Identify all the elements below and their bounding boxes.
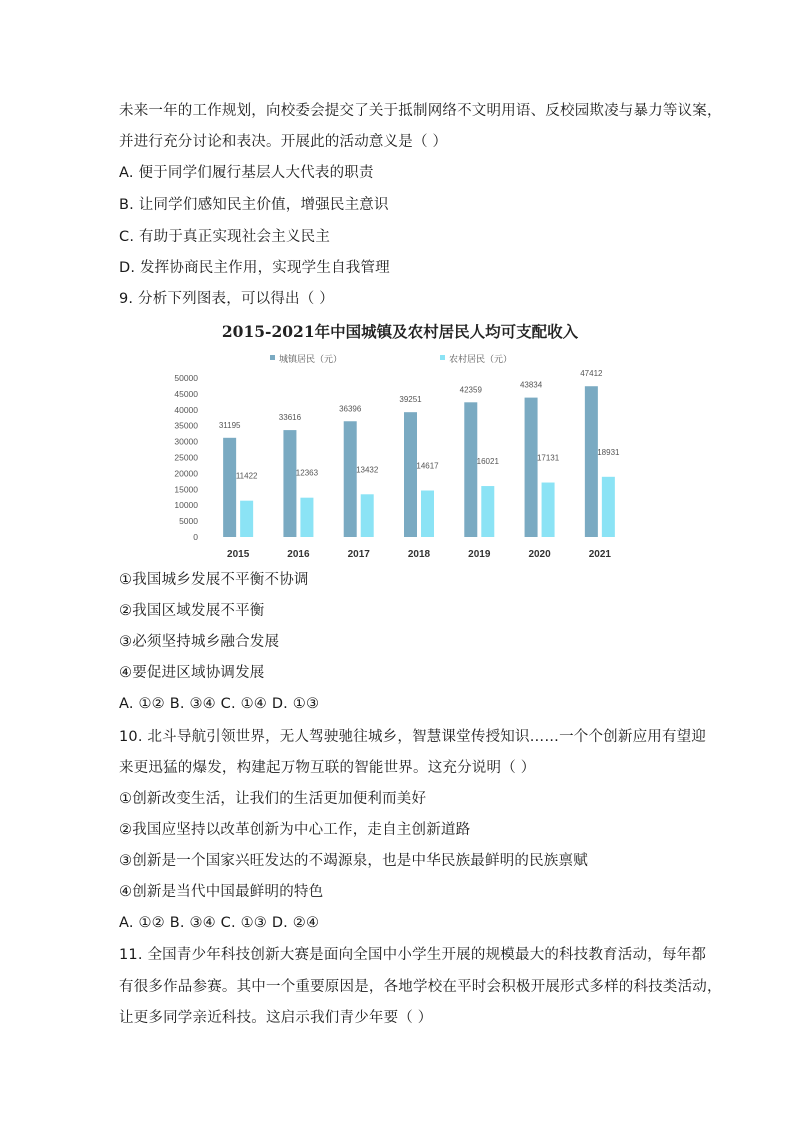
statement-3: ③创新是一个国家兴旺发达的不竭源泉，也是中华民族最鲜明的民族禀赋 (119, 853, 588, 869)
statement-2: ②我国区域发展不平衡 (119, 603, 265, 619)
text-line: 有很多作品参赛。其中一个重要原因是，各地学校在平时会积极开展形式多样的科技类活动， (119, 979, 722, 995)
question-9: 9. 分析下列图表，可以得出（ ） (119, 291, 334, 307)
option-a: A. 便于同学们履行基层人大代表的职责 (119, 165, 374, 181)
bar-rural (361, 494, 374, 537)
data-label: 33616 (278, 413, 302, 423)
data-label: 17131 (536, 453, 560, 463)
chart-title: 2015-2021年中国城镇及农村居民人均可支配收入 (221, 322, 579, 341)
answer-options-10: A. ①② B. ③④ C. ①③ D. ②④ (119, 915, 320, 931)
y-tick-label: 15000 (174, 484, 198, 495)
x-tick-label: 2015 (227, 549, 250, 560)
bar-urban (283, 430, 296, 537)
bar-rural (542, 483, 555, 537)
data-label: 11422 (235, 471, 258, 481)
text-line: 来更迅猛的爆发，构建起万物互联的智能世界。这充分说明（ ） (119, 760, 536, 776)
data-label: 43834 (519, 380, 543, 390)
data-label: 12363 (295, 468, 319, 478)
bar-rural (602, 477, 615, 537)
text-line: 让更多同学亲近科技。这启示我们青少年要（ ） (119, 1010, 433, 1026)
answer-options-9: A. ①② B. ③④ C. ①④ D. ①③ (119, 696, 320, 712)
bar-urban (223, 438, 236, 537)
bar-urban (404, 412, 417, 537)
legend-swatch (440, 355, 445, 360)
bar-urban (525, 398, 538, 537)
option-c: C. 有助于真正实现社会主义民主 (119, 229, 331, 245)
statement-1: ①我国城乡发展不平衡不协调 (119, 572, 309, 588)
x-tick-label: 2020 (528, 549, 551, 560)
x-tick-label: 2016 (287, 549, 310, 560)
legend-label: 城镇居民（元） (279, 354, 343, 364)
y-tick-label: 10000 (174, 500, 198, 511)
y-tick-label: 50000 (174, 373, 198, 383)
bar-urban (344, 421, 357, 537)
text-line: 并进行充分讨论和表决。开展此的活动意义是（ ） (119, 134, 448, 150)
legend-label: 农村居民（元） (449, 354, 513, 364)
data-label: 39251 (399, 395, 422, 405)
y-tick-label: 35000 (174, 420, 198, 431)
bar-rural (300, 498, 313, 537)
statement-3: ③必须坚持城乡融合发展 (119, 634, 280, 650)
question-11: 11. 全国青少年科技创新大赛是面向全国中小学生开展的规模最大的科技教育活动，每年都 (119, 947, 707, 963)
data-label: 13432 (356, 465, 379, 475)
data-label: 14617 (416, 461, 439, 471)
option-b: B. 让同学们感知民主价值，增强民主意识 (119, 197, 389, 213)
data-label: 42359 (459, 385, 482, 395)
legend-swatch (270, 355, 275, 360)
data-label: 16021 (476, 457, 499, 467)
y-tick-label: 5000 (179, 516, 198, 527)
bar-urban (585, 386, 598, 537)
statement-4: ④创新是当代中国最鲜明的特色 (119, 884, 324, 900)
y-tick-label: 25000 (174, 452, 198, 463)
x-tick-label: 2019 (468, 549, 491, 560)
x-tick-label: 2017 (347, 549, 370, 560)
y-tick-label: 30000 (174, 436, 198, 447)
option-d: D. 发挥协商民主作用，实现学生自我管理 (119, 260, 390, 276)
statement-4: ④要促进区域协调发展 (119, 665, 265, 681)
data-label: 36396 (339, 404, 362, 414)
statement-2: ②我国应坚持以改革创新为中心工作，走自主创新道路 (119, 822, 471, 838)
bar-urban (464, 402, 477, 537)
bar-rural (240, 501, 253, 537)
income-chart (160, 316, 640, 566)
data-label: 31195 (218, 420, 241, 430)
question-10: 10. 北斗导航引领世界，无人驾驶驰往城乡，智慧课堂传授知识……一个个创新应用有望迎 (119, 729, 707, 745)
x-tick-label: 2018 (407, 549, 431, 560)
data-label: 18931 (597, 447, 620, 457)
y-tick-label: 0 (193, 532, 198, 542)
text-line: 未来一年的工作规划，向校委会提交了关于抵制网络不文明用语、反校园欺凌与暴力等议案， (119, 103, 722, 119)
chart-svg (160, 316, 640, 566)
statement-1: ①创新改变生活，让我们的生活更加便利而美好 (119, 791, 427, 807)
y-tick-label: 20000 (174, 468, 198, 479)
bar-rural (481, 486, 494, 537)
data-label: 47412 (580, 369, 603, 379)
y-tick-label: 40000 (174, 404, 198, 415)
y-tick-label: 45000 (174, 388, 198, 399)
bar-rural (421, 491, 434, 537)
x-tick-label: 2021 (588, 549, 611, 560)
